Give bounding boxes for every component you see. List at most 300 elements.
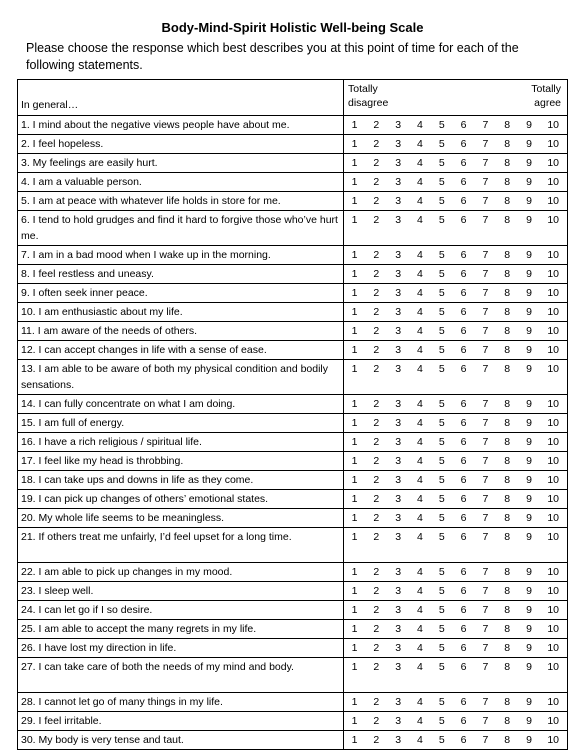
scale-option[interactable]: 10 (547, 604, 559, 616)
scale-option[interactable]: 2 (373, 363, 380, 375)
scale-option[interactable]: 1 (351, 176, 358, 188)
scale-option[interactable]: 5 (438, 268, 445, 280)
scale-option[interactable]: 8 (504, 715, 511, 727)
scale-option[interactable]: 8 (504, 566, 511, 578)
scale-option[interactable]: 1 (351, 287, 358, 299)
scale-option[interactable]: 2 (373, 642, 380, 654)
scale-option[interactable]: 10 (547, 661, 559, 673)
scale-option[interactable]: 6 (460, 715, 467, 727)
scale-option[interactable]: 9 (526, 474, 532, 486)
scale-option[interactable]: 9 (526, 436, 532, 448)
scale-option[interactable]: 6 (460, 157, 467, 169)
scale-option[interactable]: 3 (395, 195, 402, 207)
scale-option[interactable]: 10 (547, 363, 559, 375)
scale-option[interactable]: 6 (460, 566, 467, 578)
scale-option[interactable]: 8 (504, 642, 511, 654)
scale-option[interactable]: 1 (351, 566, 358, 578)
scale-option[interactable]: 5 (438, 138, 445, 150)
scale-option[interactable]: 2 (373, 306, 380, 318)
scale-option[interactable]: 10 (547, 268, 559, 280)
scale-option[interactable]: 6 (460, 344, 467, 356)
scale-option[interactable]: 4 (417, 531, 423, 543)
scale-option[interactable]: 10 (547, 566, 559, 578)
scale-option[interactable]: 3 (395, 566, 402, 578)
scale-option[interactable]: 2 (373, 585, 380, 597)
scale-option[interactable]: 5 (438, 623, 445, 635)
scale-option[interactable]: 6 (460, 214, 467, 226)
scale-option[interactable]: 10 (547, 195, 559, 207)
scale-option[interactable]: 7 (482, 623, 489, 635)
scale-option[interactable]: 5 (438, 512, 445, 524)
scale-option[interactable]: 6 (460, 455, 467, 467)
scale-option[interactable]: 8 (504, 306, 511, 318)
scale-option[interactable]: 10 (547, 417, 559, 429)
scale-option[interactable]: 6 (460, 436, 467, 448)
scale-option[interactable]: 8 (504, 734, 511, 746)
scale-option[interactable]: 6 (460, 398, 467, 410)
scale-option[interactable]: 6 (460, 531, 467, 543)
scale-option[interactable]: 1 (351, 623, 358, 635)
scale-option[interactable]: 3 (395, 119, 402, 131)
scale-option[interactable]: 4 (417, 474, 423, 486)
scale-option[interactable]: 3 (395, 623, 402, 635)
scale-option[interactable]: 8 (504, 344, 511, 356)
scale-option[interactable]: 8 (504, 363, 511, 375)
scale-option[interactable]: 4 (417, 287, 423, 299)
scale-option[interactable]: 10 (547, 623, 559, 635)
scale-option[interactable]: 10 (547, 344, 559, 356)
scale-option[interactable]: 4 (417, 157, 423, 169)
scale-option[interactable]: 2 (373, 696, 380, 708)
scale-option[interactable]: 6 (460, 195, 467, 207)
scale-option[interactable]: 2 (373, 287, 380, 299)
scale-option[interactable]: 8 (504, 417, 511, 429)
scale-option[interactable]: 1 (351, 585, 358, 597)
scale-option[interactable]: 10 (547, 436, 559, 448)
scale-option[interactable]: 8 (504, 585, 511, 597)
scale-option[interactable]: 4 (417, 715, 423, 727)
scale-option[interactable]: 9 (526, 138, 532, 150)
scale-option[interactable]: 1 (351, 398, 358, 410)
scale-option[interactable]: 9 (526, 214, 532, 226)
scale-option[interactable]: 4 (417, 734, 423, 746)
scale-option[interactable]: 9 (526, 268, 532, 280)
scale-option[interactable]: 7 (482, 455, 489, 467)
scale-option[interactable]: 8 (504, 474, 511, 486)
scale-option[interactable]: 6 (460, 287, 467, 299)
scale-option[interactable]: 3 (395, 715, 402, 727)
scale-option[interactable]: 6 (460, 325, 467, 337)
scale-option[interactable]: 9 (526, 325, 532, 337)
scale-option[interactable]: 10 (547, 119, 559, 131)
scale-option[interactable]: 5 (438, 696, 445, 708)
scale-option[interactable]: 4 (417, 398, 423, 410)
scale-option[interactable]: 5 (438, 734, 445, 746)
scale-option[interactable]: 1 (351, 455, 358, 467)
scale-option[interactable]: 8 (504, 249, 511, 261)
scale-option[interactable]: 8 (504, 436, 511, 448)
scale-option[interactable]: 9 (526, 493, 532, 505)
scale-option[interactable]: 9 (526, 195, 532, 207)
scale-option[interactable]: 4 (417, 417, 423, 429)
scale-option[interactable]: 6 (460, 493, 467, 505)
scale-option[interactable]: 9 (526, 512, 532, 524)
scale-option[interactable]: 4 (417, 268, 423, 280)
scale-option[interactable]: 10 (547, 398, 559, 410)
scale-option[interactable]: 4 (417, 566, 423, 578)
scale-option[interactable]: 5 (438, 642, 445, 654)
scale-option[interactable]: 9 (526, 696, 532, 708)
scale-option[interactable]: 5 (438, 157, 445, 169)
scale-option[interactable]: 3 (395, 661, 402, 673)
scale-option[interactable]: 2 (373, 623, 380, 635)
scale-option[interactable]: 1 (351, 417, 358, 429)
scale-option[interactable]: 3 (395, 363, 402, 375)
scale-option[interactable]: 1 (351, 661, 358, 673)
scale-option[interactable]: 3 (395, 325, 402, 337)
scale-option[interactable]: 4 (417, 493, 423, 505)
scale-option[interactable]: 5 (438, 661, 445, 673)
scale-option[interactable]: 5 (438, 436, 445, 448)
scale-option[interactable]: 8 (504, 398, 511, 410)
scale-option[interactable]: 6 (460, 512, 467, 524)
scale-option[interactable]: 2 (373, 715, 380, 727)
scale-option[interactable]: 3 (395, 268, 402, 280)
scale-option[interactable]: 10 (547, 734, 559, 746)
scale-option[interactable]: 1 (351, 306, 358, 318)
scale-option[interactable]: 9 (526, 566, 532, 578)
scale-option[interactable]: 2 (373, 157, 380, 169)
scale-option[interactable]: 3 (395, 531, 402, 543)
scale-option[interactable]: 1 (351, 138, 358, 150)
scale-option[interactable]: 10 (547, 512, 559, 524)
scale-option[interactable]: 1 (351, 268, 358, 280)
scale-option[interactable]: 2 (373, 344, 380, 356)
scale-option[interactable]: 5 (438, 455, 445, 467)
scale-option[interactable]: 4 (417, 214, 423, 226)
scale-option[interactable]: 3 (395, 214, 402, 226)
scale-option[interactable]: 9 (526, 417, 532, 429)
scale-option[interactable]: 1 (351, 474, 358, 486)
scale-option[interactable]: 7 (482, 268, 489, 280)
scale-option[interactable]: 7 (482, 715, 489, 727)
scale-option[interactable]: 9 (526, 176, 532, 188)
scale-option[interactable]: 8 (504, 661, 511, 673)
scale-option[interactable]: 1 (351, 157, 358, 169)
scale-option[interactable]: 7 (482, 214, 489, 226)
scale-option[interactable]: 5 (438, 531, 445, 543)
scale-option[interactable]: 4 (417, 306, 423, 318)
scale-option[interactable]: 9 (526, 119, 532, 131)
scale-option[interactable]: 9 (526, 604, 532, 616)
scale-option[interactable]: 1 (351, 325, 358, 337)
scale-option[interactable]: 10 (547, 642, 559, 654)
scale-option[interactable]: 2 (373, 455, 380, 467)
scale-option[interactable]: 5 (438, 566, 445, 578)
scale-option[interactable]: 5 (438, 306, 445, 318)
scale-option[interactable]: 4 (417, 195, 423, 207)
scale-option[interactable]: 7 (482, 249, 489, 261)
scale-option[interactable]: 9 (526, 585, 532, 597)
scale-option[interactable]: 5 (438, 715, 445, 727)
scale-option[interactable]: 4 (417, 696, 423, 708)
scale-option[interactable]: 10 (547, 455, 559, 467)
scale-option[interactable]: 2 (373, 661, 380, 673)
scale-option[interactable]: 7 (482, 512, 489, 524)
scale-option[interactable]: 3 (395, 455, 402, 467)
scale-option[interactable]: 5 (438, 176, 445, 188)
scale-option[interactable]: 2 (373, 249, 380, 261)
scale-option[interactable]: 9 (526, 623, 532, 635)
scale-option[interactable]: 5 (438, 287, 445, 299)
scale-option[interactable]: 4 (417, 176, 423, 188)
scale-option[interactable]: 8 (504, 157, 511, 169)
scale-option[interactable]: 8 (504, 119, 511, 131)
scale-option[interactable]: 3 (395, 436, 402, 448)
scale-option[interactable]: 10 (547, 176, 559, 188)
scale-option[interactable]: 6 (460, 661, 467, 673)
scale-option[interactable]: 10 (547, 287, 559, 299)
scale-option[interactable]: 3 (395, 417, 402, 429)
scale-option[interactable]: 2 (373, 268, 380, 280)
scale-option[interactable]: 2 (373, 195, 380, 207)
scale-option[interactable]: 9 (526, 306, 532, 318)
scale-option[interactable]: 7 (482, 436, 489, 448)
scale-option[interactable]: 5 (438, 493, 445, 505)
scale-option[interactable]: 10 (547, 531, 559, 543)
scale-option[interactable]: 2 (373, 436, 380, 448)
scale-option[interactable]: 7 (482, 157, 489, 169)
scale-option[interactable]: 4 (417, 642, 423, 654)
scale-option[interactable]: 7 (482, 734, 489, 746)
scale-option[interactable]: 1 (351, 249, 358, 261)
scale-option[interactable]: 3 (395, 344, 402, 356)
scale-option[interactable]: 8 (504, 623, 511, 635)
scale-option[interactable]: 8 (504, 138, 511, 150)
scale-option[interactable]: 8 (504, 531, 511, 543)
scale-option[interactable]: 3 (395, 138, 402, 150)
scale-option[interactable]: 1 (351, 493, 358, 505)
scale-option[interactable]: 3 (395, 585, 402, 597)
scale-option[interactable]: 8 (504, 455, 511, 467)
scale-option[interactable]: 10 (547, 474, 559, 486)
scale-option[interactable]: 7 (482, 642, 489, 654)
scale-option[interactable]: 1 (351, 696, 358, 708)
scale-option[interactable]: 1 (351, 363, 358, 375)
scale-option[interactable]: 9 (526, 642, 532, 654)
scale-option[interactable]: 7 (482, 287, 489, 299)
scale-option[interactable]: 6 (460, 474, 467, 486)
scale-option[interactable]: 2 (373, 604, 380, 616)
scale-option[interactable]: 7 (482, 493, 489, 505)
scale-option[interactable]: 7 (482, 398, 489, 410)
scale-option[interactable]: 1 (351, 531, 358, 543)
scale-option[interactable]: 3 (395, 604, 402, 616)
scale-option[interactable]: 5 (438, 214, 445, 226)
scale-option[interactable]: 10 (547, 138, 559, 150)
scale-option[interactable]: 10 (547, 493, 559, 505)
scale-option[interactable]: 6 (460, 642, 467, 654)
scale-option[interactable]: 3 (395, 306, 402, 318)
scale-option[interactable]: 5 (438, 417, 445, 429)
scale-option[interactable]: 4 (417, 436, 423, 448)
scale-option[interactable]: 10 (547, 157, 559, 169)
scale-option[interactable]: 10 (547, 715, 559, 727)
scale-option[interactable]: 5 (438, 363, 445, 375)
scale-option[interactable]: 3 (395, 287, 402, 299)
scale-option[interactable]: 4 (417, 455, 423, 467)
scale-option[interactable]: 6 (460, 696, 467, 708)
scale-option[interactable]: 5 (438, 344, 445, 356)
scale-option[interactable]: 8 (504, 325, 511, 337)
scale-option[interactable]: 4 (417, 585, 423, 597)
scale-option[interactable]: 5 (438, 119, 445, 131)
scale-option[interactable]: 9 (526, 363, 532, 375)
scale-option[interactable]: 6 (460, 119, 467, 131)
scale-option[interactable]: 7 (482, 566, 489, 578)
scale-option[interactable]: 1 (351, 642, 358, 654)
scale-option[interactable]: 6 (460, 623, 467, 635)
scale-option[interactable]: 1 (351, 734, 358, 746)
scale-option[interactable]: 1 (351, 436, 358, 448)
scale-option[interactable]: 2 (373, 138, 380, 150)
scale-option[interactable]: 4 (417, 249, 423, 261)
scale-option[interactable]: 1 (351, 604, 358, 616)
scale-option[interactable]: 9 (526, 344, 532, 356)
scale-option[interactable]: 5 (438, 325, 445, 337)
scale-option[interactable]: 10 (547, 306, 559, 318)
scale-option[interactable]: 1 (351, 119, 358, 131)
scale-option[interactable]: 4 (417, 344, 423, 356)
scale-option[interactable]: 7 (482, 306, 489, 318)
scale-option[interactable]: 6 (460, 734, 467, 746)
scale-option[interactable]: 7 (482, 531, 489, 543)
scale-option[interactable]: 4 (417, 604, 423, 616)
scale-option[interactable]: 3 (395, 512, 402, 524)
scale-option[interactable]: 6 (460, 249, 467, 261)
scale-option[interactable]: 2 (373, 176, 380, 188)
scale-option[interactable]: 7 (482, 176, 489, 188)
scale-option[interactable]: 7 (482, 119, 489, 131)
scale-option[interactable]: 5 (438, 195, 445, 207)
scale-option[interactable]: 5 (438, 398, 445, 410)
scale-option[interactable]: 3 (395, 734, 402, 746)
scale-option[interactable]: 2 (373, 325, 380, 337)
scale-option[interactable]: 8 (504, 512, 511, 524)
scale-option[interactable]: 10 (547, 696, 559, 708)
scale-option[interactable]: 4 (417, 623, 423, 635)
scale-option[interactable]: 3 (395, 249, 402, 261)
scale-option[interactable]: 6 (460, 176, 467, 188)
scale-option[interactable]: 9 (526, 715, 532, 727)
scale-option[interactable]: 1 (351, 715, 358, 727)
scale-option[interactable]: 9 (526, 734, 532, 746)
scale-option[interactable]: 5 (438, 604, 445, 616)
scale-option[interactable]: 9 (526, 531, 532, 543)
scale-option[interactable]: 8 (504, 604, 511, 616)
scale-option[interactable]: 7 (482, 363, 489, 375)
scale-option[interactable]: 1 (351, 512, 358, 524)
scale-option[interactable]: 6 (460, 585, 467, 597)
scale-option[interactable]: 3 (395, 474, 402, 486)
scale-option[interactable]: 7 (482, 585, 489, 597)
scale-option[interactable]: 9 (526, 249, 532, 261)
scale-option[interactable]: 4 (417, 119, 423, 131)
scale-option[interactable]: 7 (482, 604, 489, 616)
scale-option[interactable]: 6 (460, 138, 467, 150)
scale-option[interactable]: 2 (373, 398, 380, 410)
scale-option[interactable]: 9 (526, 157, 532, 169)
scale-option[interactable]: 9 (526, 455, 532, 467)
scale-option[interactable]: 7 (482, 325, 489, 337)
scale-option[interactable]: 3 (395, 176, 402, 188)
scale-option[interactable]: 4 (417, 512, 423, 524)
scale-option[interactable]: 2 (373, 734, 380, 746)
scale-option[interactable]: 2 (373, 417, 380, 429)
scale-option[interactable]: 9 (526, 661, 532, 673)
scale-option[interactable]: 3 (395, 398, 402, 410)
scale-option[interactable]: 2 (373, 566, 380, 578)
scale-option[interactable]: 4 (417, 325, 423, 337)
scale-option[interactable]: 7 (482, 417, 489, 429)
scale-option[interactable]: 9 (526, 287, 532, 299)
scale-option[interactable]: 5 (438, 585, 445, 597)
scale-option[interactable]: 2 (373, 214, 380, 226)
scale-option[interactable]: 4 (417, 363, 423, 375)
scale-option[interactable]: 10 (547, 214, 559, 226)
scale-option[interactable]: 7 (482, 474, 489, 486)
scale-option[interactable]: 5 (438, 249, 445, 261)
scale-option[interactable]: 2 (373, 474, 380, 486)
scale-option[interactable]: 1 (351, 195, 358, 207)
scale-option[interactable]: 10 (547, 325, 559, 337)
scale-option[interactable]: 6 (460, 363, 467, 375)
scale-option[interactable]: 2 (373, 493, 380, 505)
scale-option[interactable]: 2 (373, 512, 380, 524)
scale-option[interactable]: 7 (482, 344, 489, 356)
scale-option[interactable]: 8 (504, 696, 511, 708)
scale-option[interactable]: 1 (351, 344, 358, 356)
scale-option[interactable]: 8 (504, 493, 511, 505)
scale-option[interactable]: 2 (373, 119, 380, 131)
scale-option[interactable]: 10 (547, 249, 559, 261)
scale-option[interactable]: 3 (395, 642, 402, 654)
scale-option[interactable]: 8 (504, 214, 511, 226)
scale-option[interactable]: 6 (460, 417, 467, 429)
scale-option[interactable]: 5 (438, 474, 445, 486)
scale-option[interactable]: 8 (504, 176, 511, 188)
scale-option[interactable]: 3 (395, 157, 402, 169)
scale-option[interactable]: 3 (395, 696, 402, 708)
scale-option[interactable]: 7 (482, 138, 489, 150)
scale-option[interactable]: 10 (547, 585, 559, 597)
scale-option[interactable]: 8 (504, 195, 511, 207)
scale-option[interactable]: 3 (395, 493, 402, 505)
scale-option[interactable]: 9 (526, 398, 532, 410)
scale-option[interactable]: 7 (482, 696, 489, 708)
scale-option[interactable]: 7 (482, 661, 489, 673)
scale-option[interactable]: 6 (460, 604, 467, 616)
scale-option[interactable]: 1 (351, 214, 358, 226)
scale-option[interactable]: 4 (417, 138, 423, 150)
scale-option[interactable]: 4 (417, 661, 423, 673)
scale-option[interactable]: 8 (504, 268, 511, 280)
scale-option[interactable]: 6 (460, 306, 467, 318)
scale-option[interactable]: 7 (482, 195, 489, 207)
scale-option[interactable]: 2 (373, 531, 380, 543)
scale-option[interactable]: 8 (504, 287, 511, 299)
scale-option[interactable]: 6 (460, 268, 467, 280)
